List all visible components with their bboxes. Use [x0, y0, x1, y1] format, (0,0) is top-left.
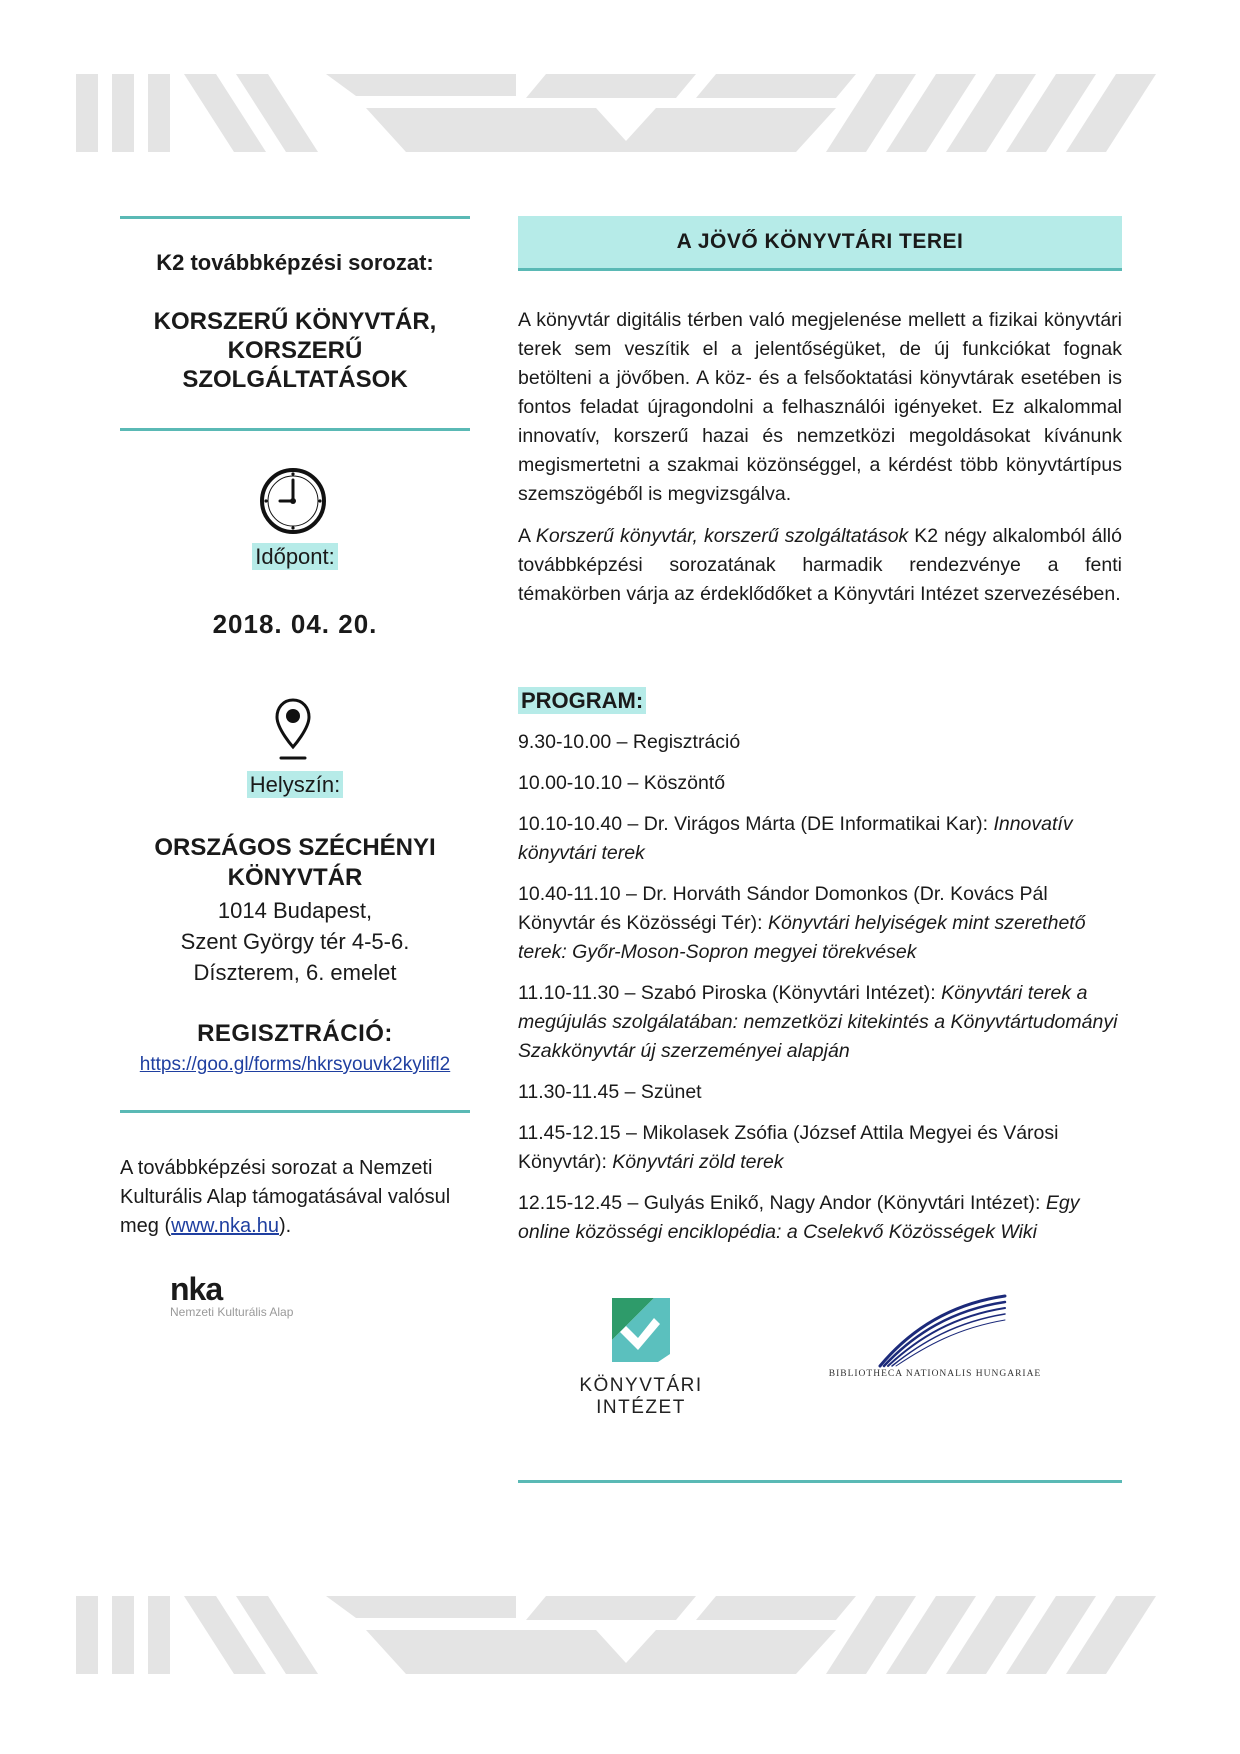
intro-paragraph — [518, 522, 1122, 609]
divider-rule — [518, 268, 1122, 271]
program-item: 10.40-11.10 – Dr. Horváth Sándor Domonkos (Dr. Kovács Pál Könyvtár és Közösségi Tér): Könyvtári helyiségek mint szerethető terek: Győr-Moson-Sopron megyei törekvések — [518, 883, 1086, 963]
venue-address — [120, 895, 470, 988]
series-title — [120, 307, 470, 394]
address-line: 1014 Budapest, — [217, 898, 373, 923]
program-heading: PROGRAM: — [518, 688, 646, 714]
decorative-band-bottom — [76, 1596, 1166, 1674]
event-date: 2018. 04. 20. — [212, 609, 378, 639]
venue-line: KÖNYVTÁR — [227, 864, 363, 891]
ki-logo-text: KÖNYVTÁRI INTÉZET — [579, 1375, 703, 1418]
program-item: 10.00-10.10 – Köszöntő — [518, 772, 726, 794]
nka-logo-text: nka — [170, 1271, 223, 1307]
program-item: 12.15-12.45 – Gulyás Enikő, Nagy Andor (Könyvtári Intézet): Egy online közösségi enciklopédia: a Cselekvő Közösségek Wiki — [518, 1192, 1080, 1243]
nka-link[interactable]: www.nka.hu — [171, 1215, 279, 1237]
ki-emblem-icon — [608, 1296, 674, 1364]
location-pin-icon — [274, 697, 312, 766]
address-line: Szent György tér 4-5-6. — [180, 929, 410, 954]
konyvtari-intezet-logo — [536, 1296, 746, 1419]
intro-text: A — [518, 525, 536, 547]
program-item: 9.30-10.00 – Regisztráció — [518, 731, 741, 753]
divider-rule — [120, 216, 470, 219]
intro-text: K2 négy alkalomból álló továbbképzési sorozatának harmadik rendezvénye a fenti témakörben várja az érdeklődőket a Könyvtári Intézet szervezésében. — [518, 525, 1122, 605]
bibliotheca-nationalis-hungariae-logo — [820, 1290, 1050, 1379]
program-list — [518, 728, 1128, 1259]
program-item: 11.10-11.30 – Szabó Piroska (Könyvtári Intézet): Könyvtári terek a megújulás szolgálatában: nemzetközi kitekintés a Könyvtártudományi Szakkönyvtár új szerzeményei alapján — [518, 982, 1118, 1062]
place-label: Helyszín: — [120, 772, 470, 798]
clock-icon — [258, 466, 328, 541]
registration-link[interactable]: https://goo.gl/forms/hkrsyouvk2kylifl2 — [139, 1054, 451, 1075]
registration-title: REGISZTRÁCIÓ: — [197, 1020, 393, 1047]
divider-rule — [120, 1110, 470, 1113]
venue-line: ORSZÁGOS SZÉCHÉNYI — [154, 834, 436, 861]
intro-paragraph: A könyvtár digitális térben való megjelenése mellett a fizikai könyvtári terek sem veszítik el a jelentőségüket, de új funkciókat fognak betölteni a jövőben. A köz- és a felsőoktatási könyvtárak esetében is fontos feladat újragondolni a felhasználói igényeket. Ez alkalommal innovatív, korszerű hazai és nemzetközi megoldásokat kívánunk megismertetni a szakmai közönséggel, a kérdést több könyvtártípus szemszögéből is megvizsgálva. — [518, 309, 1122, 505]
support-note — [120, 1154, 480, 1241]
section-heading-text: A JÖVŐ KÖNYVTÁRI TEREI — [676, 230, 964, 253]
series-name-italic: Korszerű könyvtár, korszerű szolgáltatások — [535, 525, 909, 547]
address-line: Díszterem, 6. emelet — [193, 960, 397, 985]
divider-rule — [120, 428, 470, 431]
bnh-logo-text: BIBLIOTHECA NATIONALIS HUNGARIAE — [828, 1369, 1042, 1379]
venue-name — [120, 833, 470, 893]
series-title-line: KORSZERŰ — [227, 337, 363, 364]
section-heading — [518, 216, 1122, 268]
series-title-line: SZOLGÁLTATÁSOK — [182, 366, 408, 393]
program-item: 10.10-10.40 – Dr. Virágos Márta (DE Informatikai Kar): Innovatív könyvtári terek — [518, 813, 1073, 864]
program-item: 11.45-12.15 – Mikolasek Zsófia (József Attila Megyei és Városi Könyvtár): Könyvtári zöld terek — [518, 1122, 1059, 1173]
nka-logo — [170, 1271, 294, 1319]
oszk-swoosh-icon — [860, 1290, 1010, 1368]
support-text-end: ). — [278, 1215, 292, 1237]
series-title-line: KORSZERŰ KÖNYVTÁR, — [153, 308, 437, 335]
time-label: Időpont: — [120, 544, 470, 570]
decorative-band-top — [76, 74, 1166, 152]
series-label: K2 továbbképzési sorozat: — [156, 250, 434, 275]
program-item: 11.30-11.45 – Szünet — [518, 1081, 702, 1103]
nka-logo-subtitle: Nemzeti Kulturális Alap — [170, 1305, 294, 1319]
support-text: A továbbképzési sorozat a Nemzeti Kulturális Alap támogatásával valósul meg ( — [120, 1157, 451, 1237]
divider-rule — [518, 1480, 1122, 1483]
